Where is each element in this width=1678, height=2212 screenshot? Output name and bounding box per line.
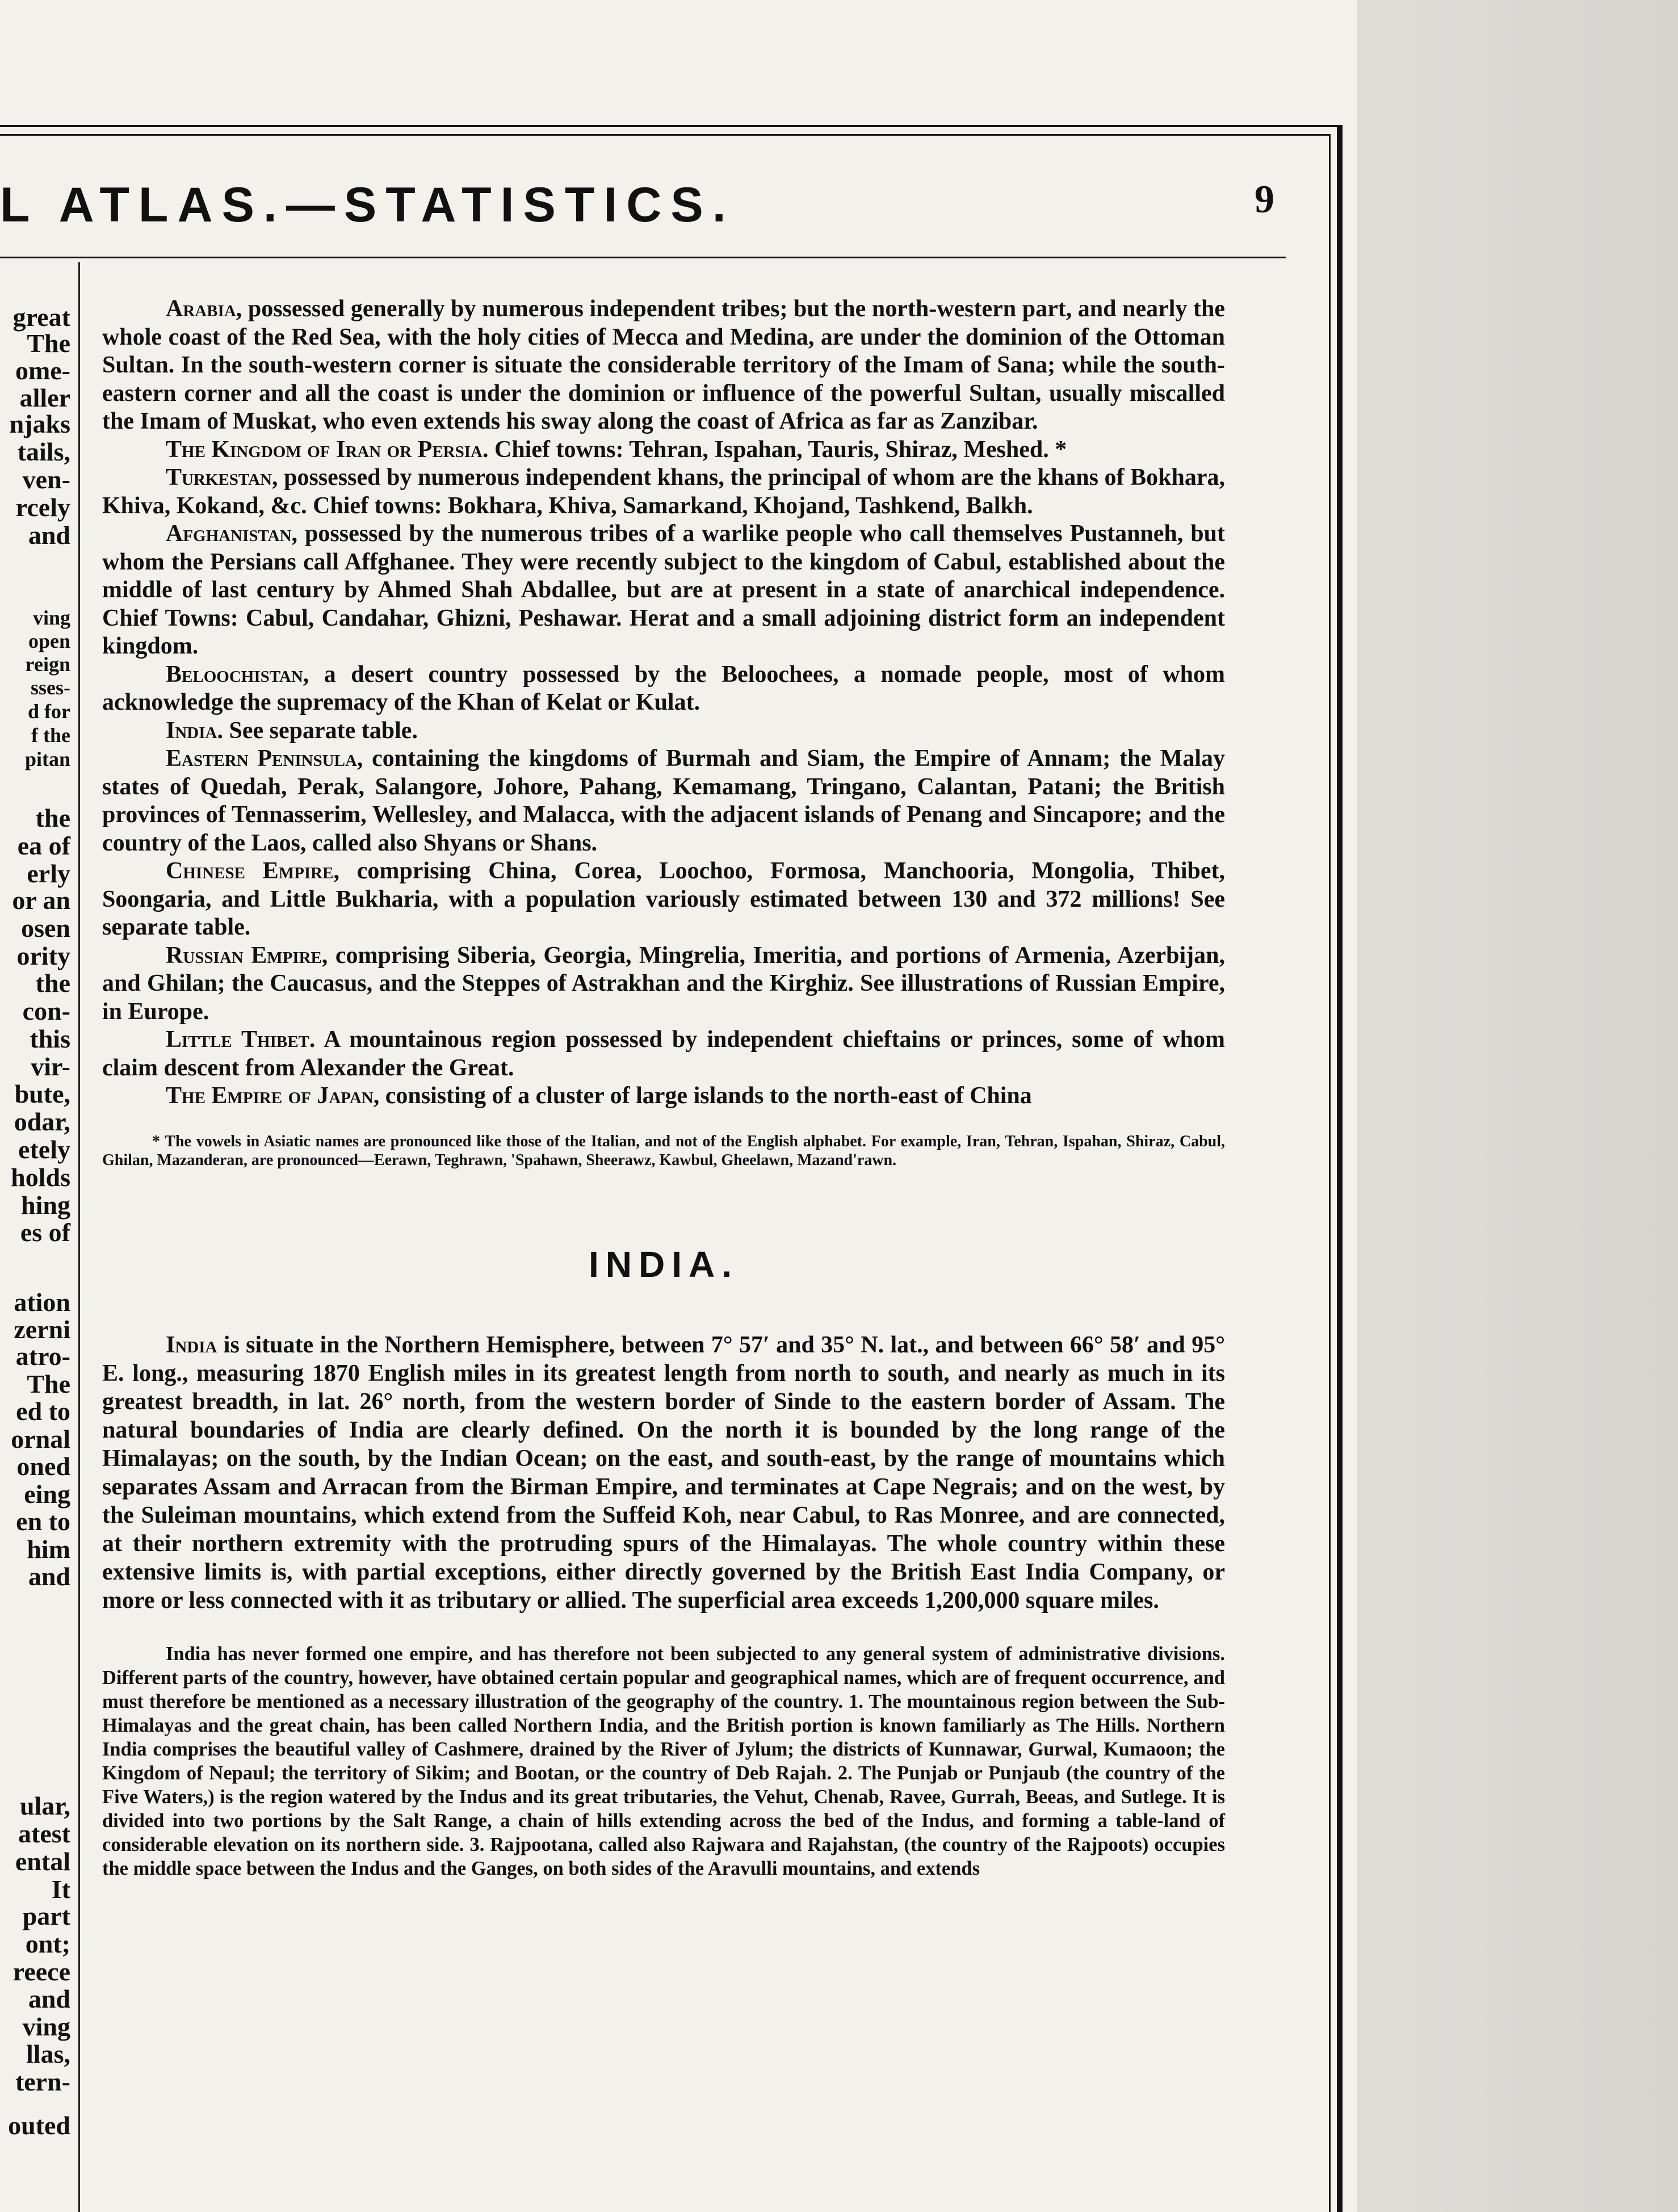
india-intro-paragraph xyxy=(102,1331,1225,1615)
left-column-fragment: The xyxy=(27,329,70,358)
running-title: L ATLAS.—STATISTICS. xyxy=(0,178,735,232)
paragraph-lead: Russian Empire, xyxy=(166,942,328,969)
paragraph-text: possessed by the numerous tribes of a warlike people who call themselves Pustanneh, but whom the Persians call Affghanee. They were recently subject to the kingdom of Cabul, established about the middle of last century by Ahmed Shah Abdallee, but are at present in a state of anarchical independence. Chief Towns: Cabul, Candahar, Ghizni, Peshawar. Herat and a small adjoining district form an independent kingdom. xyxy=(102,521,1225,659)
column-rule xyxy=(78,262,80,2212)
left-column-fragment: osen xyxy=(21,914,70,942)
paragraph-lead: Eastern Peninsula, xyxy=(166,745,363,772)
section-title: INDIA. xyxy=(589,1243,739,1285)
left-column-fragment: ority xyxy=(16,941,70,970)
running-header xyxy=(0,177,1306,240)
paragraph-text: Chief towns: Tehran, Ispahan, Tauris, Shiraz, Meshed. * xyxy=(488,436,1067,463)
paragraph-text: comprising China, Corea, Loochoo, Formosa, Manchooria, Mongolia, Thibet, Soongaria, and Little Bukharia, with a population variously estimated between 130 and 372 millions! See separate table. xyxy=(102,858,1225,940)
paragraph-text: possessed by numerous independent khans, the principal of whom are the khans of Bokhara, Khiva, Kokand, &c. Chief towns: Bokhara, Khiva, Samarkand, Khojand, Tashkend, Balkh. xyxy=(102,464,1225,519)
left-column-fragment: odar, xyxy=(14,1107,70,1136)
asia-paragraph xyxy=(102,857,1225,942)
left-column-fragment: rcely xyxy=(15,493,70,522)
page-outer-margin xyxy=(1357,0,1678,2212)
left-column-fragment: en to xyxy=(16,1507,70,1536)
asia-paragraph xyxy=(102,464,1225,520)
page-number: 9 xyxy=(1255,178,1274,221)
left-column-fragment: ving xyxy=(22,2012,70,2041)
paragraph-lead: The Kingdom of Iran or Persia. xyxy=(166,436,489,463)
asia-paragraph xyxy=(102,436,1225,464)
asia-paragraph xyxy=(102,1082,1225,1111)
left-column-fragment: atro- xyxy=(15,1342,70,1371)
left-column-fragment: eing xyxy=(24,1480,70,1509)
left-column-fragment: bute, xyxy=(14,1079,70,1108)
paragraph-text: A mountainous region possessed by independent chieftains or princes, some of whom claim descent from Alexander the Great. xyxy=(102,1027,1226,1081)
left-column-fragment: f the xyxy=(31,724,70,747)
left-column-fragment: aller xyxy=(19,383,70,412)
left-column-fragment: vir- xyxy=(31,1052,70,1081)
left-column-fragment: hing xyxy=(21,1191,70,1220)
left-column-fragment: the xyxy=(35,803,70,832)
left-column-fragment: d for xyxy=(28,700,70,723)
left-column-fragment: reign xyxy=(25,653,70,676)
left-column-fragment: tails, xyxy=(17,437,70,466)
left-column-fragment: ea of xyxy=(17,831,70,860)
left-column-fragment: ome- xyxy=(15,356,70,385)
left-column-fragment: ental xyxy=(15,1847,70,1876)
asia-paragraph xyxy=(102,295,1225,436)
asia-paragraph xyxy=(102,1026,1225,1082)
india-intro-text: is situate in the Northern Hemisphere, between 7° 57′ and 35° N. lat., and between 66° 58′ and 95° E. long., measuring 1870 English miles in its greatest length from north to south, and nearly as much in its greatest breadth, in lat. 26° north, from the western border of Sinde to the eastern border of Assam. The natural boundaries of India are clearly defined. On the north it is bounded by the long range of the Himalayas; on the south, by the Indian Ocean; on the east, and south-east, by the range of mountains which separates Assam and Arracan from the Birman Empire, and terminates at Cape Negrais; and on the west, by the Suleiman mountains, which extend from the Suffeid Koh, near Cabul, to Ras Monree, and are connected, at their northern extremity with the protruding spurs of the Himalayas. The whole country within these extensive limits is, with partial exceptions, either directly governed by the British East India Company, or more or less connected with it as tributary or allied. The superficial area exceeds 1,200,000 square miles. xyxy=(102,1331,1225,1614)
asia-paragraph xyxy=(102,745,1225,857)
paragraph-lead: The Empire of Japan, xyxy=(166,1083,380,1109)
left-column-fragment: zerni xyxy=(14,1315,70,1344)
india-divisions-paragraph: India has never formed one empire, and has therefore not been subjected to any general system of administrative divisions. Different parts of the country, however, have obtained certain popular and geographical names, which are of frequent occurrence, and must therefore be mentioned as a necessary illustration of the geography of the country. 1. The mountainous region between the Sub-Himalayas and the great chain, has been called Northern India, and the British portion is known familiarly as The Hills. Northern India comprises the beautiful valley of Cashmere, drained by the River of Jylum; the districts of Kunnawar, Gurwal, Kumaoon; the Kingdom of Nepaul; the territory of Sikim; and Bootan, or the country of Deb Rajah. 2. The Punjab or Punjaub (the country of the Five Waters,) is the region watered by the Indus and its great tributaries, the Vehut, Chenab, Ravee, Gurrah, Beeas, and Sutlege. It is divided into two portions by the Salt Range, a chain of hills extending across the bed of the Indus, and forming a table-land of considerable elevation on its northern side. 3. Rajpootana, called also Rajwara and Rajahstan, (the country of the Rajpoots) occupies the middle space between the Indus and the Ganges, on both sides of the Aravulli mountains, and extends xyxy=(102,1643,1225,1879)
paragraph-lead: India. xyxy=(166,717,223,744)
left-column-fragment: and xyxy=(28,521,70,550)
left-column-fragment: this xyxy=(30,1024,70,1053)
asia-paragraph xyxy=(102,942,1225,1027)
main-column xyxy=(102,295,1225,1880)
left-column-fragment: ular, xyxy=(19,1791,70,1820)
paragraph-text: possessed generally by numerous independent tribes; but the north-western part, and nearly the whole coast of the Red Sea, with the holy cities of Mecca and Medina, are under the dominion of the Ottoman Sultan. In the south-western corner is situate the considerable territory of the Imam of Sana; while the south-eastern corner and all the coast is under the dominion or influence of the powerful Sultan, usually miscalled the Imam of Muskat, who even extends his sway along the coast of Africa as far as Zanzibar. xyxy=(102,296,1225,434)
paragraph-lead: Beloochistan, xyxy=(166,661,309,688)
india-intro-lead: India xyxy=(166,1331,217,1358)
asia-divisions xyxy=(102,295,1225,1111)
paragraph-lead: Chinese Empire, xyxy=(166,858,339,884)
left-column-fragment: ed to xyxy=(16,1397,70,1426)
header-rule xyxy=(0,257,1286,258)
left-column-fragment: ving xyxy=(32,606,70,629)
paragraph-text: containing the kingdoms of Burmah and Siam, the Empire of Annam; the Malay states of Quedah, Perak, Salangore, Johore, Pahang, Kemamang, Tringano, Calantan, Patani; the British provinces of Tennasserim, Wellesley, and Malacca, with the adjacent islands of Penang and Sincapore; and the country of the Laos, called also Shyans or Shans. xyxy=(102,745,1225,856)
paragraph-lead: Arabia, xyxy=(166,296,242,322)
left-column-fragment: or an xyxy=(12,886,70,915)
asia-paragraph xyxy=(102,661,1225,717)
left-column-fragment: the xyxy=(35,969,70,998)
paragraph-text: comprising Siberia, Georgia, Mingrelia, Imeritia, and portions of Armenia, Azerbijan, and Ghilan; the Caucasus, and the Steppes of Astrakhan and the Kirghiz. See illustrations of Russian Empire, in Europe. xyxy=(102,942,1225,1025)
left-column-cropped xyxy=(0,296,73,2212)
asia-paragraph xyxy=(102,520,1225,661)
paragraph-text: See separate table. xyxy=(223,717,418,744)
left-column-fragment: sses- xyxy=(31,676,70,699)
left-column-fragment: him xyxy=(27,1535,70,1564)
left-column-fragment: great xyxy=(12,303,70,332)
left-column-fragment: etely xyxy=(18,1135,70,1164)
paragraph-lead: Turkestan, xyxy=(166,464,278,491)
left-column-fragment: con- xyxy=(22,996,70,1025)
left-column-fragment: ont; xyxy=(25,1929,70,1958)
left-column-fragment: ation xyxy=(14,1288,70,1317)
left-column-fragment: holds xyxy=(11,1163,70,1192)
left-column-fragment: erly xyxy=(27,859,70,888)
paragraph-lead: Little Thibet. xyxy=(166,1027,316,1053)
left-column-fragment: ven- xyxy=(22,465,70,494)
left-column-fragment: and xyxy=(28,1984,70,2013)
left-column-fragment: pitan xyxy=(24,748,70,770)
left-column-fragment: njaks xyxy=(9,409,70,438)
left-column-fragment: es of xyxy=(20,1218,70,1247)
left-column-fragment: llas, xyxy=(26,2039,70,2068)
left-column-fragment: open xyxy=(28,630,70,652)
left-column-fragment: The xyxy=(27,1369,70,1398)
left-column-fragment: and xyxy=(28,1562,70,1591)
left-column-fragment: reece xyxy=(12,1957,70,1986)
footnote: * The vowels in Asiatic names are pronounced like those of the Italian, and not of the English alphabet. For example, Iran, Tehran, Ispahan, Shiraz, Cabul, Ghilan, Mazanderan, are pronounced—Eerawn, Teghrawn, 'Spahawn, Sheerawz, Kawbul, Gheelawn, Mazand'rawn. xyxy=(102,1132,1225,1169)
paragraph-text: a desert country possessed by the Beloochees, a nomade people, most of whom acknowledge the supremacy of the Khan of Kelat or Kulat. xyxy=(102,661,1225,715)
left-column-fragment: ornal xyxy=(11,1425,70,1453)
paragraph-text: consisting of a cluster of large islands to the north-east of China xyxy=(379,1083,1032,1109)
left-column-fragment: part xyxy=(22,1901,70,1930)
left-column-fragment: atest xyxy=(18,1819,70,1848)
left-column-fragment: It xyxy=(51,1875,70,1904)
paragraph-lead: Afghanistan, xyxy=(166,521,298,547)
left-column-fragment: tern- xyxy=(15,2067,70,2096)
asia-paragraph xyxy=(102,717,1225,745)
left-column-fragment: oned xyxy=(16,1452,70,1481)
left-column-fragment: outed xyxy=(8,2111,70,2140)
